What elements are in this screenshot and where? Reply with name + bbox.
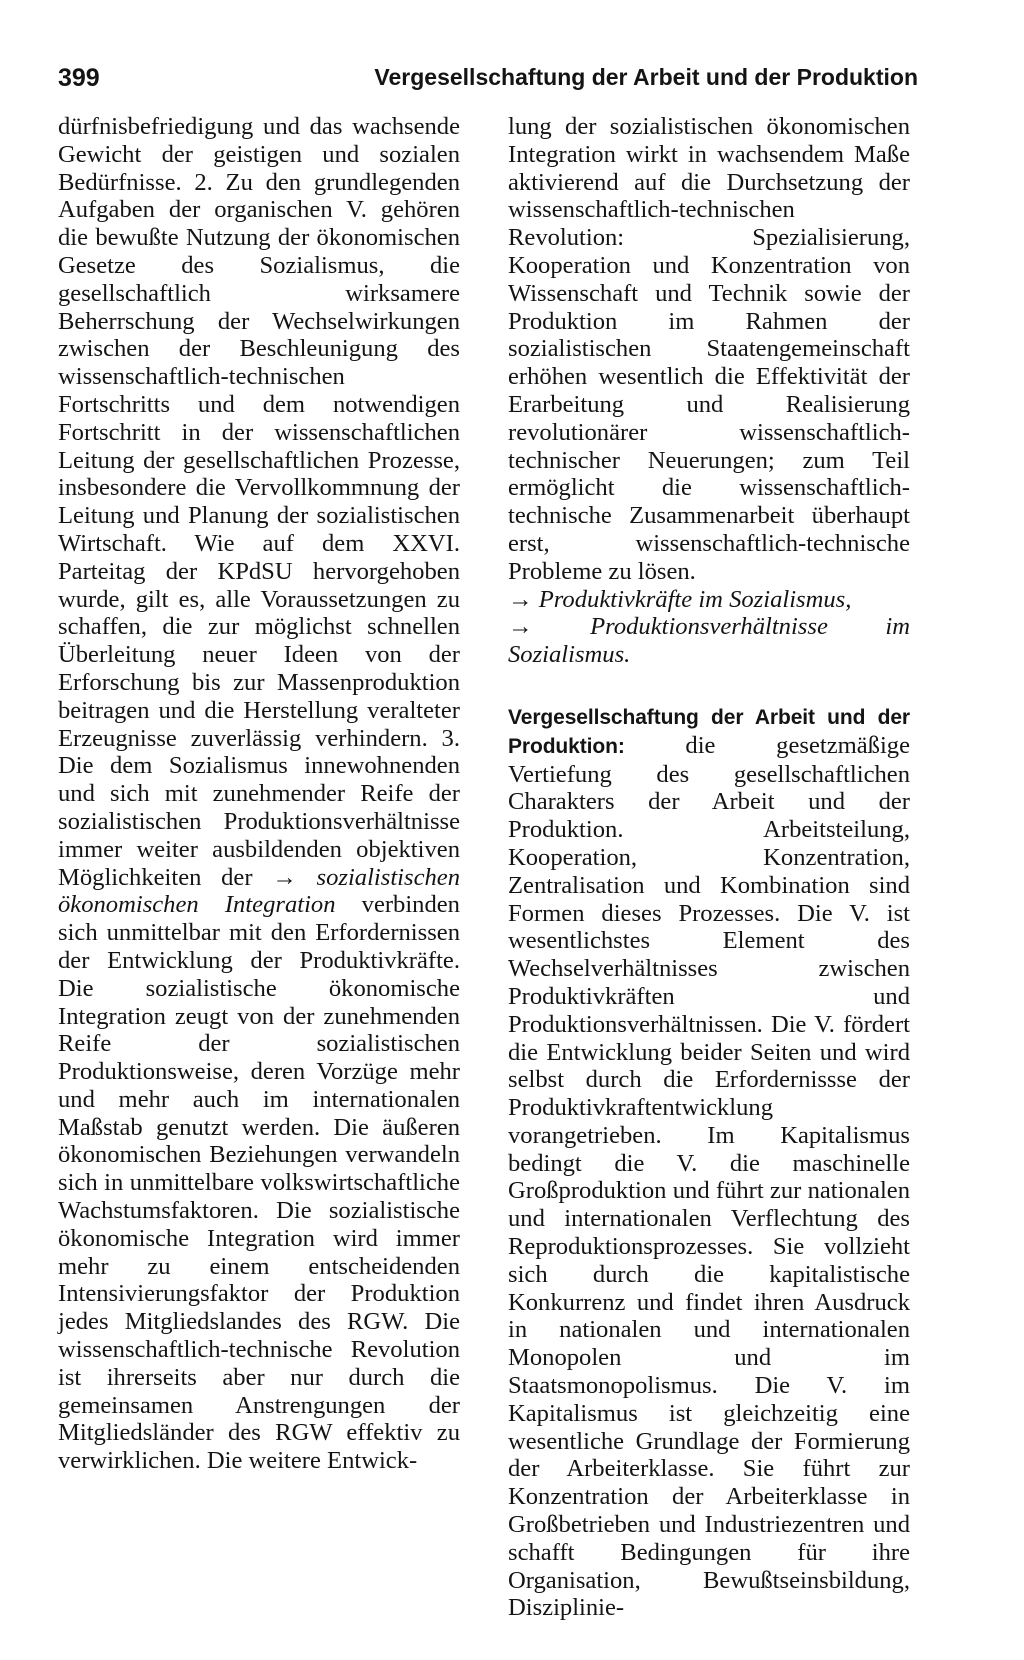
paragraph-text: lung der sozialistischen ökonomischen Integration wirkt in wachsendem Maße aktivierend auf die Durchsetzung der wissenschaftlich-technischen Revolution: Spezialisierung, Kooperation und Konzentration von Wissenschaft und Technik sowie der Produktion im Rahmen der sozialistischen Staatengemeinschaft erhöhen wesentlich die Effektivität der Erarbeitung und Realisierung revolutionärer wissenschaftlich-technischer Neuerungen; zum Teil ermöglicht die wissenschaftlich-technische Zusammenarbeit überhaupt erst, wissenschaftlich-technische Probleme zu lösen. (508, 113, 910, 585)
cross-reference-text[interactable]: Produktionsverhältnisse im Sozialismus. (508, 613, 910, 669)
left-column (58, 113, 460, 1475)
body-paragraph (508, 113, 910, 669)
paragraph-text: dürfnisbefriedigung und das wachsende Gewicht der geistigen und sozialen Bedürfnisse. 2. Zu den grundlegenden Aufgaben der organischen V. gehören die bewußte Nutzung der ökonomischen Gesetze des Sozialismus, die gesellschaftlich wirksamere Beherrschung der Wechselwirkungen zwischen der Beschleunigung des wissenschaftlich-technischen Fortschritts und dem notwendigen Fortschritt in der wissenschaftlichen Leitung der gesellschaftlichen Prozesse, insbesondere die Vervollkommnung der Leitung und Planung der sozialistischen Wirtschaft. Wie auf dem XXVI. Parteitag der KPdSU hervorgehoben wurde, gilt es, alle Voraussetzungen zu schaffen, die zur möglichst schnellen Überleitung neuer Ideen von der Erforschung bis zur Massenproduktion beitragen und die Herstellung veralteter Erzeugnisse zuverlässig verhindern. 3. Die dem Sozialismus innewohnenden und sich mit zunehmender Reife der sozialistischen Produktionsverhältnisse immer weiter ausbildenden objektiven Möglichkeiten der (58, 113, 460, 891)
entry-headword: Vergesellschaftung der Arbeit und der Produktion: (508, 705, 910, 758)
cross-reference[interactable] (508, 586, 851, 613)
cross-reference[interactable] (508, 613, 910, 668)
arrow-right-icon: → (508, 585, 533, 613)
dictionary-entry (508, 703, 910, 1622)
body-paragraph (58, 113, 460, 1475)
arrow-right-icon: → (508, 613, 533, 641)
arrow-right-icon: → (272, 863, 297, 891)
paragraph-text: die gesetzmäßige Vertiefung des gesellschaftlichen Charakters der Arbeit und der Produktion. Arbeitsteilung, Kooperation, Konzentration, Zentralisation und Kombination sind Formen dieses Prozesses. Die V. ist wesentlichstes Element des Wechselverhältnisses zwischen Produktivkräften und Produktionsverhältnissen. Die V. fördert die Entwicklung beider Seiten und wird selbst durch die Erfordernissse der Produktivkraftentwicklung vorangetrieben. Im Kapitalismus bedingt die V. die maschinelle Großproduktion und führt zur nationalen und internationalen Verflechtung des Reproduktionsprozesses. Sie vollzieht sich durch die kapitalistische Konkurrenz und findet ihren Ausdruck in nationalen und internationalen Monopolen und im Staatsmonopolismus. Die V. im Kapitalismus ist gleichzeitig eine wesentliche Grundlage der Formierung der Arbeiterklasse. Sie führt zur Konzentration der Arbeiterklasse in Großbetrieben und Industriezentren und schafft Bedingungen für ihre Organisation, Bewußtseinsbildung, Disziplinie- (508, 731, 910, 1622)
right-column (508, 113, 910, 1622)
page-number: 399 (58, 64, 100, 92)
running-title: Vergesellschaftung der Arbeit und der Produktion (374, 64, 918, 90)
cross-reference-text[interactable]: sozialistischen ökonomischen Integration (58, 863, 460, 919)
cross-reference-text[interactable]: Produktivkräfte im Sozialismus, (538, 585, 852, 613)
paragraph-text: verbinden sich unmittelbar mit den Erfordernissen der Entwicklung der Produktivkräfte. Die sozialistische ökonomische Integration zeugt von der zunehmenden Reife der sozialistischen Produktionsweise, deren Vorzüge mehr und mehr auch im internationalen Maßstab genutzt werden. Die äußeren ökonomischen Beziehungen verwandeln sich in unmittelbare volkswirtschaftliche Wachstumsfaktoren. Die sozialistische ökonomische Integration wird immer mehr zu einem entscheidenden Intensivierungsfaktor der Produktion jedes Mitgliedslandes des RGW. Die wissenschaftlich-technische Revolution ist ihrerseits aber nur durch die gemeinsamen Anstrengungen der Mitgliedsländer des RGW effektiv zu verwirklichen. Die weitere Entwick- (58, 891, 460, 1475)
page-header (58, 64, 918, 98)
